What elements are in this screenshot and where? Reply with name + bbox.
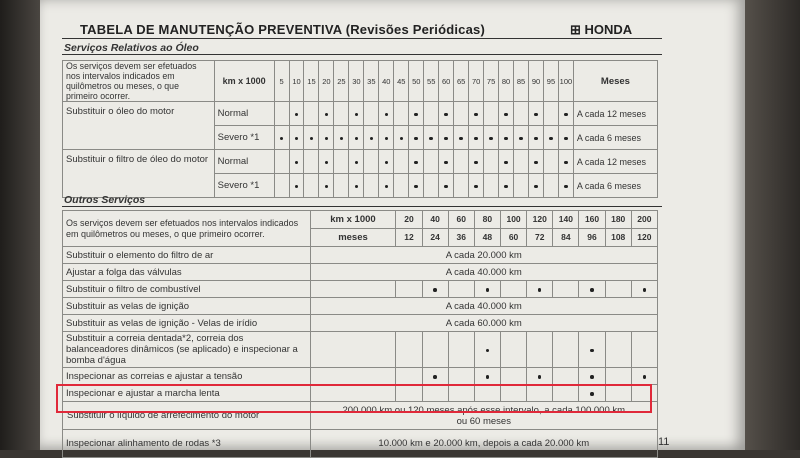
oil-section-title: Serviços Relativos ao Óleo bbox=[64, 42, 199, 54]
other-interval-cell bbox=[631, 332, 657, 368]
other-interval-cell bbox=[422, 281, 448, 298]
service-dot-icon bbox=[355, 185, 359, 189]
oil-km-value: 85 bbox=[514, 61, 529, 102]
oil-interval-cell bbox=[558, 102, 573, 126]
oil-interval-cell bbox=[289, 102, 304, 126]
oil-interval-cell bbox=[394, 102, 409, 126]
other-interval-cell bbox=[605, 368, 631, 385]
other-km-value: 160 bbox=[579, 211, 605, 229]
other-months-label: meses bbox=[310, 229, 396, 247]
oil-intro: Os serviços devem ser efetuados nos intervalos indicados em quilômetros ou meses, o que primeiro ocorrer. bbox=[63, 61, 215, 102]
oil-interval-cell bbox=[334, 150, 349, 174]
oil-km-value: 60 bbox=[439, 61, 454, 102]
other-service-interval: A cada 40.000 km bbox=[310, 298, 657, 315]
oil-condition: Severo *1 bbox=[214, 126, 274, 150]
other-service-row bbox=[63, 430, 658, 458]
service-dot-icon bbox=[414, 185, 418, 189]
other-service-interval: 10.000 km e 20.000 km, depois a cada 20.000 km bbox=[310, 430, 657, 458]
other-service-interval: A cada 40.000 km bbox=[310, 264, 657, 281]
oil-interval-cell bbox=[364, 150, 379, 174]
other-km-label: km x 1000 bbox=[310, 211, 396, 229]
other-month-value: 108 bbox=[605, 229, 631, 247]
service-dot-icon bbox=[486, 349, 490, 353]
service-dot-icon bbox=[538, 288, 542, 292]
oil-interval-cell bbox=[289, 150, 304, 174]
other-section-title: Outros Serviços bbox=[64, 194, 146, 206]
service-dot-icon bbox=[355, 161, 359, 165]
oil-interval-cell bbox=[304, 150, 319, 174]
service-dot-icon bbox=[489, 137, 493, 141]
oil-interval-cell bbox=[484, 126, 499, 150]
other-service-name: Inspecionar as correias e ajustar a tensão bbox=[63, 368, 311, 385]
other-month-value: 24 bbox=[422, 229, 448, 247]
oil-interval-cell bbox=[558, 126, 573, 150]
other-service-row bbox=[63, 247, 658, 264]
service-dot-icon bbox=[643, 375, 647, 379]
other-km-value: 120 bbox=[527, 211, 553, 229]
other-interval-cell bbox=[448, 332, 474, 368]
oil-interval-cell bbox=[274, 102, 289, 126]
other-km-value: 140 bbox=[553, 211, 579, 229]
other-service-name: Substituir o elemento do filtro de ar bbox=[63, 247, 311, 264]
oil-months: A cada 12 meses bbox=[573, 150, 657, 174]
oil-interval-cell bbox=[319, 126, 334, 150]
service-dot-icon bbox=[325, 161, 329, 165]
other-km-row bbox=[63, 211, 658, 229]
other-service-row bbox=[63, 298, 658, 315]
oil-interval-cell bbox=[469, 126, 484, 150]
service-dot-icon bbox=[444, 137, 448, 141]
other-interval-cell bbox=[474, 281, 500, 298]
oil-service-name: Substituir o filtro de óleo do motor bbox=[63, 150, 215, 198]
oil-interval-cell bbox=[529, 102, 544, 126]
oil-km-value: 5 bbox=[274, 61, 289, 102]
oil-interval-cell bbox=[364, 102, 379, 126]
service-dot-icon bbox=[486, 288, 490, 292]
other-empty-cell bbox=[310, 332, 396, 368]
service-dot-icon bbox=[534, 113, 538, 117]
oil-interval-cell bbox=[409, 102, 424, 126]
other-interval-cell bbox=[631, 368, 657, 385]
oil-km-value: 40 bbox=[379, 61, 394, 102]
honda-logo: ⊞ HONDA bbox=[570, 22, 633, 37]
next-page-edge bbox=[745, 0, 800, 450]
oil-km-value: 30 bbox=[349, 61, 364, 102]
service-dot-icon bbox=[534, 161, 538, 165]
other-month-value: 12 bbox=[396, 229, 422, 247]
service-dot-icon bbox=[534, 185, 538, 189]
other-interval-cell bbox=[396, 368, 422, 385]
service-dot-icon bbox=[385, 185, 389, 189]
oil-interval-cell bbox=[469, 174, 484, 198]
service-dot-icon bbox=[310, 137, 314, 141]
oil-km-value: 25 bbox=[334, 61, 349, 102]
service-dot-icon bbox=[355, 113, 359, 117]
oil-interval-cell bbox=[319, 174, 334, 198]
service-dot-icon bbox=[504, 185, 508, 189]
service-dot-icon bbox=[504, 137, 508, 141]
service-dot-icon bbox=[564, 161, 568, 165]
other-interval-cell bbox=[474, 368, 500, 385]
oil-service-name: Substituir o óleo do motor bbox=[63, 102, 215, 150]
binding-shadow bbox=[0, 0, 40, 450]
oil-interval-cell bbox=[439, 102, 454, 126]
page-title: TABELA DE MANUTENÇÃO PREVENTIVA (Revisões Periódicas) bbox=[80, 22, 486, 37]
service-dot-icon bbox=[325, 185, 329, 189]
oil-interval-cell bbox=[304, 126, 319, 150]
other-month-value: 84 bbox=[553, 229, 579, 247]
oil-interval-cell bbox=[543, 150, 558, 174]
oil-row bbox=[63, 102, 658, 126]
service-dot-icon bbox=[504, 161, 508, 165]
oil-interval-cell bbox=[364, 174, 379, 198]
honda-wing-icon: ⊞ bbox=[570, 22, 581, 37]
oil-interval-cell bbox=[394, 174, 409, 198]
oil-km-value: 15 bbox=[304, 61, 319, 102]
service-dot-icon bbox=[444, 113, 448, 117]
other-interval-cell bbox=[527, 332, 553, 368]
oil-km-value: 70 bbox=[469, 61, 484, 102]
other-interval-cell bbox=[579, 281, 605, 298]
other-interval-cell bbox=[448, 281, 474, 298]
oil-km-value: 55 bbox=[424, 61, 439, 102]
oil-interval-cell bbox=[379, 126, 394, 150]
service-dot-icon bbox=[433, 375, 437, 379]
other-month-value: 60 bbox=[500, 229, 526, 247]
oil-interval-cell bbox=[424, 126, 439, 150]
oil-interval-cell bbox=[274, 150, 289, 174]
oil-header-row bbox=[63, 61, 658, 102]
other-interval-cell bbox=[396, 281, 422, 298]
oil-interval-cell bbox=[319, 150, 334, 174]
other-km-value: 200 bbox=[631, 211, 657, 229]
service-dot-icon bbox=[414, 137, 418, 141]
other-service-row bbox=[63, 281, 658, 298]
oil-section-rule bbox=[62, 54, 662, 55]
oil-interval-cell bbox=[484, 174, 499, 198]
other-month-value: 120 bbox=[631, 229, 657, 247]
oil-interval-cell bbox=[349, 174, 364, 198]
oil-km-value: 75 bbox=[484, 61, 499, 102]
service-dot-icon bbox=[400, 137, 404, 141]
other-service-name: Substituir a correia dentada*2, correia dos balanceadores dinâmicos (se aplicado) e inspecionar a bomba d'água bbox=[63, 332, 311, 368]
other-km-value: 60 bbox=[448, 211, 474, 229]
other-service-name: Inspecionar e ajustar a marcha lenta bbox=[63, 385, 311, 402]
oil-interval-cell bbox=[334, 126, 349, 150]
oil-km-value: 65 bbox=[454, 61, 469, 102]
oil-interval-cell bbox=[424, 102, 439, 126]
service-dot-icon bbox=[590, 375, 594, 379]
oil-interval-cell bbox=[529, 150, 544, 174]
oil-interval-cell bbox=[439, 126, 454, 150]
other-service-row bbox=[63, 332, 658, 368]
other-km-value: 100 bbox=[500, 211, 526, 229]
service-dot-icon bbox=[564, 185, 568, 189]
oil-interval-cell bbox=[543, 126, 558, 150]
other-interval-cell bbox=[396, 332, 422, 368]
oil-interval-cell bbox=[289, 174, 304, 198]
service-dot-icon bbox=[295, 161, 299, 165]
other-interval-cell bbox=[422, 332, 448, 368]
title-rule bbox=[62, 38, 662, 39]
service-dot-icon bbox=[355, 137, 359, 141]
other-interval-cell bbox=[553, 368, 579, 385]
other-empty-cell bbox=[310, 368, 396, 385]
other-month-value: 36 bbox=[448, 229, 474, 247]
other-service-row bbox=[63, 315, 658, 332]
oil-interval-cell bbox=[454, 174, 469, 198]
other-section-rule bbox=[62, 206, 662, 207]
service-dot-icon bbox=[433, 288, 437, 292]
other-service-name: Ajustar a folga das válvulas bbox=[63, 264, 311, 281]
other-service-name: Inspecionar alinhamento de rodas *3 bbox=[63, 430, 311, 458]
other-interval-cell bbox=[579, 332, 605, 368]
oil-interval-cell bbox=[349, 102, 364, 126]
oil-km-value: 50 bbox=[409, 61, 424, 102]
service-dot-icon bbox=[295, 113, 299, 117]
other-interval-cell bbox=[631, 281, 657, 298]
service-dot-icon bbox=[549, 137, 553, 141]
oil-interval-cell bbox=[409, 150, 424, 174]
oil-condition: Severo *1 bbox=[214, 174, 274, 198]
service-dot-icon bbox=[564, 137, 568, 141]
service-dot-icon bbox=[643, 288, 647, 292]
service-dot-icon bbox=[444, 161, 448, 165]
oil-interval-cell bbox=[514, 174, 529, 198]
service-dot-icon bbox=[474, 161, 478, 165]
service-dot-icon bbox=[590, 349, 594, 353]
oil-interval-cell bbox=[394, 126, 409, 150]
oil-interval-cell bbox=[499, 150, 514, 174]
oil-interval-cell bbox=[334, 102, 349, 126]
service-dot-icon bbox=[459, 137, 463, 141]
other-service-row bbox=[63, 264, 658, 281]
oil-interval-cell bbox=[304, 174, 319, 198]
oil-interval-cell bbox=[543, 102, 558, 126]
service-dot-icon bbox=[414, 113, 418, 117]
other-km-value: 180 bbox=[605, 211, 631, 229]
oil-interval-cell bbox=[454, 150, 469, 174]
service-dot-icon bbox=[504, 113, 508, 117]
oil-table bbox=[62, 60, 658, 198]
oil-interval-cell bbox=[424, 150, 439, 174]
oil-interval-cell bbox=[499, 126, 514, 150]
service-dot-icon bbox=[385, 137, 389, 141]
oil-km-value: 20 bbox=[319, 61, 334, 102]
oil-interval-cell bbox=[379, 102, 394, 126]
other-month-value: 72 bbox=[527, 229, 553, 247]
service-dot-icon bbox=[538, 375, 542, 379]
service-dot-icon bbox=[325, 137, 329, 141]
oil-interval-cell bbox=[543, 174, 558, 198]
oil-km-value: 95 bbox=[543, 61, 558, 102]
oil-interval-cell bbox=[349, 150, 364, 174]
oil-interval-cell bbox=[499, 102, 514, 126]
other-services-table bbox=[62, 210, 658, 458]
service-dot-icon bbox=[534, 137, 538, 141]
other-interval-cell bbox=[474, 332, 500, 368]
oil-condition: Normal bbox=[214, 102, 274, 126]
service-dot-icon bbox=[414, 161, 418, 165]
oil-interval-cell bbox=[529, 126, 544, 150]
oil-interval-cell bbox=[379, 150, 394, 174]
service-dot-icon bbox=[385, 161, 389, 165]
service-dot-icon bbox=[340, 137, 344, 141]
oil-km-value: 35 bbox=[364, 61, 379, 102]
oil-interval-cell bbox=[334, 174, 349, 198]
service-dot-icon bbox=[474, 137, 478, 141]
service-dot-icon bbox=[474, 185, 478, 189]
oil-row bbox=[63, 150, 658, 174]
service-dot-icon bbox=[295, 185, 299, 189]
oil-interval-cell bbox=[499, 174, 514, 198]
oil-km-value: 80 bbox=[499, 61, 514, 102]
other-service-name: Substituir o líquido de arrefecimento do motor bbox=[63, 402, 311, 430]
other-interval-cell bbox=[553, 332, 579, 368]
oil-interval-cell bbox=[484, 102, 499, 126]
other-interval-cell bbox=[527, 368, 553, 385]
other-service-interval: A cada 20.000 km bbox=[310, 247, 657, 264]
oil-months: A cada 6 meses bbox=[573, 174, 657, 198]
other-service-name: Substituir as velas de ignição - Velas de irídio bbox=[63, 315, 311, 332]
oil-interval-cell bbox=[469, 150, 484, 174]
other-service-name: Substituir o filtro de combustível bbox=[63, 281, 311, 298]
oil-interval-cell bbox=[379, 174, 394, 198]
oil-interval-cell bbox=[454, 126, 469, 150]
oil-interval-cell bbox=[514, 102, 529, 126]
other-interval-cell bbox=[553, 281, 579, 298]
coolant-highlight-box bbox=[56, 384, 652, 413]
oil-interval-cell bbox=[529, 174, 544, 198]
service-dot-icon bbox=[325, 113, 329, 117]
oil-interval-cell bbox=[274, 126, 289, 150]
oil-interval-cell bbox=[469, 102, 484, 126]
service-dot-icon bbox=[429, 137, 433, 141]
service-dot-icon bbox=[370, 137, 374, 141]
other-km-value: 80 bbox=[474, 211, 500, 229]
page-number: 11 bbox=[658, 436, 670, 448]
other-service-row bbox=[63, 368, 658, 385]
other-interval-cell bbox=[605, 332, 631, 368]
other-service-interval: 200.000 km ou 120 meses após esse intervalo, a cada 100.000 km ou 60 meses bbox=[310, 402, 657, 430]
oil-months: A cada 6 meses bbox=[573, 126, 657, 150]
service-dot-icon bbox=[474, 113, 478, 117]
service-dot-icon bbox=[444, 185, 448, 189]
oil-interval-cell bbox=[394, 150, 409, 174]
other-interval-cell bbox=[500, 281, 526, 298]
oil-interval-cell bbox=[558, 150, 573, 174]
service-dot-icon bbox=[519, 137, 523, 141]
service-dot-icon bbox=[486, 375, 490, 379]
other-service-interval: A cada 60.000 km bbox=[310, 315, 657, 332]
service-dot-icon bbox=[385, 113, 389, 117]
oil-interval-cell bbox=[454, 102, 469, 126]
oil-interval-cell bbox=[289, 126, 304, 150]
other-empty-cell bbox=[310, 281, 396, 298]
other-month-value: 48 bbox=[474, 229, 500, 247]
other-interval-cell bbox=[605, 281, 631, 298]
oil-condition: Normal bbox=[214, 150, 274, 174]
other-interval-cell bbox=[500, 332, 526, 368]
other-service-name: Substituir as velas de ignição bbox=[63, 298, 311, 315]
oil-interval-cell bbox=[514, 126, 529, 150]
oil-km-value: 100 bbox=[558, 61, 573, 102]
other-interval-cell bbox=[448, 368, 474, 385]
other-interval-cell bbox=[500, 368, 526, 385]
service-dot-icon bbox=[295, 137, 299, 141]
other-interval-cell bbox=[579, 368, 605, 385]
other-km-value: 40 bbox=[422, 211, 448, 229]
oil-months: A cada 12 meses bbox=[573, 102, 657, 126]
oil-months-label: Meses bbox=[573, 61, 657, 102]
other-km-value: 20 bbox=[396, 211, 422, 229]
other-interval-cell bbox=[527, 281, 553, 298]
other-month-value: 96 bbox=[579, 229, 605, 247]
oil-interval-cell bbox=[319, 102, 334, 126]
service-dot-icon bbox=[280, 137, 284, 141]
oil-km-value: 90 bbox=[529, 61, 544, 102]
oil-interval-cell bbox=[304, 102, 319, 126]
other-intro: Os serviços devem ser efetuados nos intervalos indicados em quilômetros ou meses, o que primeiro ocorrer. bbox=[63, 211, 311, 247]
other-interval-cell bbox=[422, 368, 448, 385]
oil-interval-cell bbox=[484, 150, 499, 174]
oil-interval-cell bbox=[439, 174, 454, 198]
oil-interval-cell bbox=[439, 150, 454, 174]
oil-km-value: 10 bbox=[289, 61, 304, 102]
oil-interval-cell bbox=[558, 174, 573, 198]
oil-km-value: 45 bbox=[394, 61, 409, 102]
oil-interval-cell bbox=[274, 174, 289, 198]
oil-interval-cell bbox=[349, 126, 364, 150]
oil-interval-cell bbox=[409, 174, 424, 198]
oil-interval-cell bbox=[514, 150, 529, 174]
oil-km-label: km x 1000 bbox=[214, 61, 274, 102]
service-dot-icon bbox=[564, 113, 568, 117]
oil-interval-cell bbox=[409, 126, 424, 150]
oil-interval-cell bbox=[364, 126, 379, 150]
service-dot-icon bbox=[590, 288, 594, 292]
oil-interval-cell bbox=[424, 174, 439, 198]
